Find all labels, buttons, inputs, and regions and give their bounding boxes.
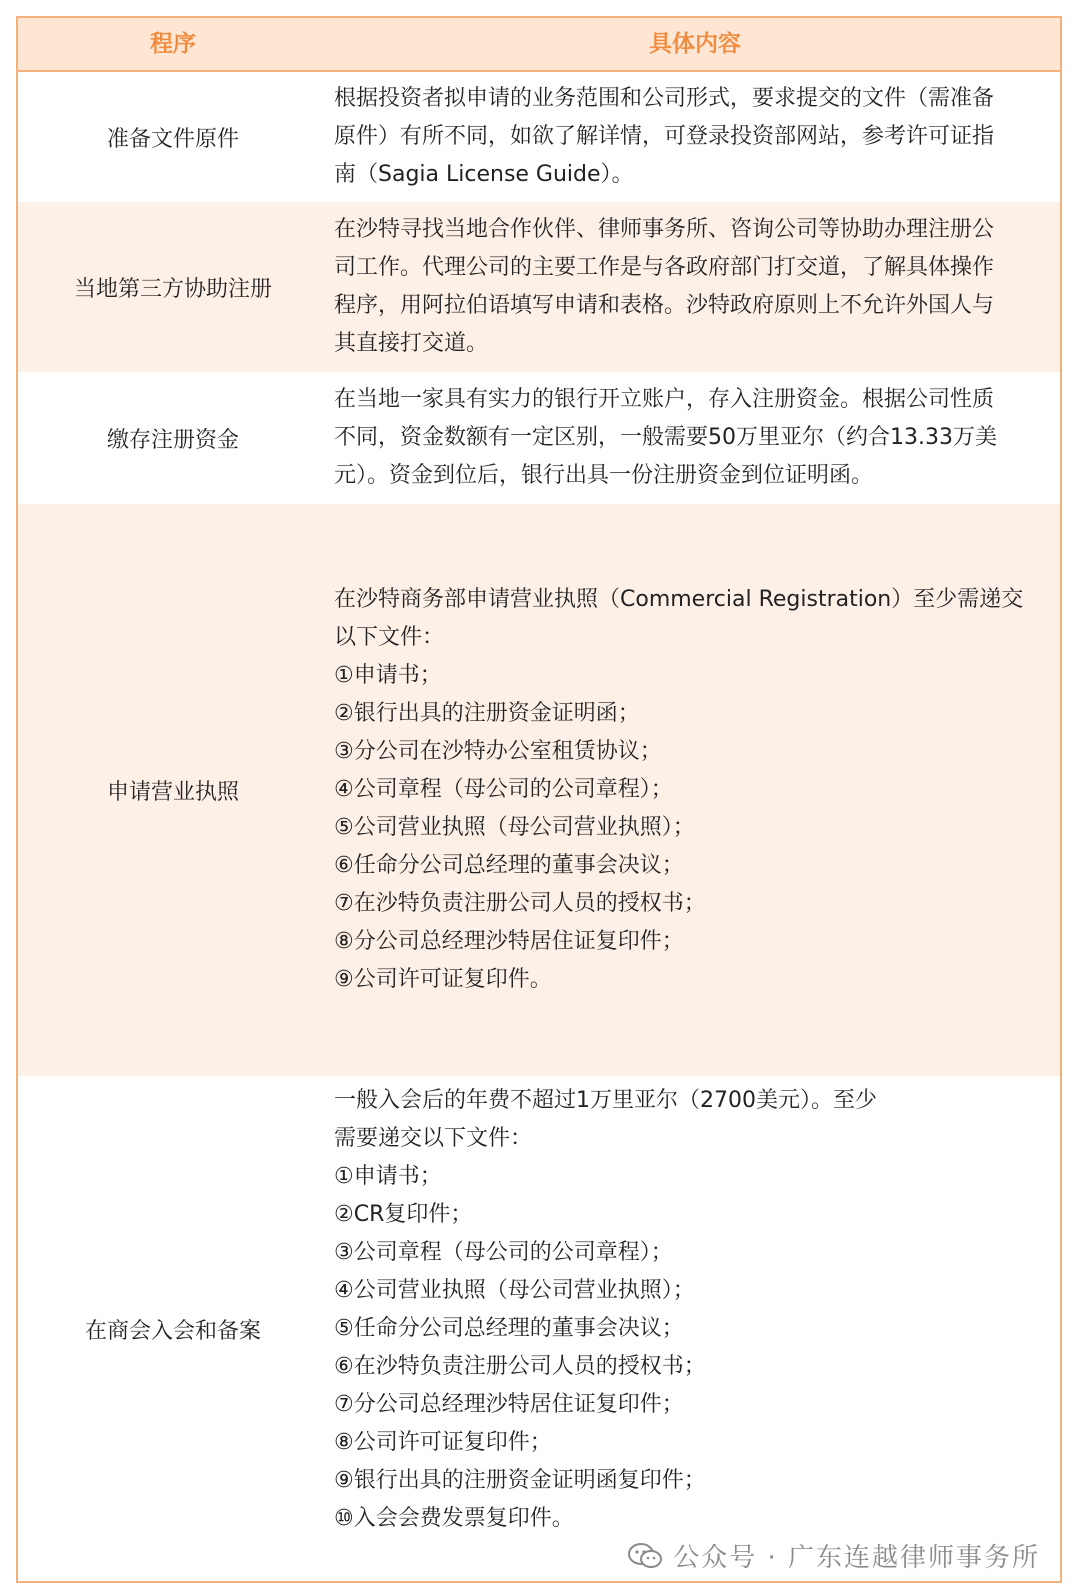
content-line: 以下文件： (334, 625, 445, 650)
content-line: ⑦分公司总经理沙特居住证复印件； (334, 1392, 684, 1417)
content-line: 不同，资金数额有一定区别，一般需要50万里亚尔（约合13.33万美 (334, 425, 997, 450)
content-line: ④公司章程（母公司的公司章程）； (334, 777, 673, 802)
row-content (334, 202, 1052, 372)
row-procedure: 在商会入会和备案 (84, 1319, 261, 1344)
content-line: ⑧分公司总经理沙特居住证复印件； (334, 929, 684, 954)
table-row (18, 1076, 1060, 1583)
content-line: 南（Sagia License Guide）。 (334, 162, 634, 187)
content-line: ①申请书； (334, 663, 442, 688)
row-procedure: 准备文件原件 (106, 126, 239, 152)
header-content: 具体内容 (649, 31, 741, 57)
content-line: ⑦在沙特负责注册公司人员的授权书； (334, 891, 706, 916)
content-line: 一般入会后的年费不超过1万里亚尔（2700美元）。至少 (334, 1088, 877, 1113)
content-line: 在沙特商务部申请营业执照（Commercial Registration）至少需递交 (334, 587, 1024, 612)
content-line: 程序，用阿拉伯语填写申请和表格。沙特政府原则上不允许外国人与 (334, 293, 995, 318)
row-procedure: 申请营业执照 (106, 779, 239, 805)
table-header (18, 18, 1060, 72)
content-line: ⑩入会会费发票复印件。 (334, 1506, 574, 1531)
table-row (18, 72, 1060, 202)
content-line: 在当地一家具有实力的银行开立账户，存入注册资金。根据公司性质 (334, 387, 995, 412)
content-line: ③分公司在沙特办公室租赁协议； (334, 739, 662, 764)
content-line: 元）。资金到位后，银行出具一份注册资金到位证明函。 (334, 463, 874, 488)
table-row (18, 202, 1060, 372)
content-line: ②CR复印件； (334, 1202, 473, 1227)
content-line: ⑥任命分公司总经理的董事会决议； (334, 853, 684, 878)
content-line: ⑥在沙特负责注册公司人员的授权书； (334, 1354, 706, 1379)
content-line: 其直接打交道。 (334, 331, 489, 356)
content-line: ②银行出具的注册资金证明函； (334, 701, 640, 726)
row-content (334, 372, 1052, 504)
row-content (334, 72, 1052, 202)
watermark (627, 1537, 1040, 1574)
content-line: ⑨银行出具的注册资金证明函复印件； (334, 1468, 706, 1493)
row-content (334, 1076, 1052, 1589)
content-line: ③公司章程（母公司的公司章程）； (334, 1240, 673, 1265)
row-procedure: 当地第三方协助注册 (73, 276, 272, 302)
watermark-text: 公众号 · 广东连越律师事务所 (673, 1543, 1040, 1573)
content-line: 在沙特寻找当地合作伙伴、律师事务所、咨询公司等协助办理注册公 (334, 217, 995, 242)
header-procedure: 程序 (150, 31, 196, 57)
content-line: 原件）有所不同，如欲了解详情，可登录投资部网站，参考许可证指 (334, 124, 995, 149)
content-line: ④公司营业执照（母公司营业执照）； (334, 1278, 695, 1303)
content-line: ⑧公司许可证复印件； (334, 1430, 552, 1455)
content-line: ⑨公司许可证复印件。 (334, 967, 552, 992)
wechat-icon (627, 1542, 663, 1570)
content-line: 需要递交以下文件： (334, 1126, 533, 1151)
content-line: 根据投资者拟申请的业务范围和公司形式，要求提交的文件（需准备 (334, 86, 995, 111)
row-content (334, 504, 1052, 1076)
content-line: ⑤公司营业执照（母公司营业执照）； (334, 815, 695, 840)
row-procedure: 缴存注册资金 (106, 427, 239, 453)
procedure-table (16, 16, 1062, 1583)
table-row (18, 372, 1060, 504)
content-line: 司工作。代理公司的主要工作是与各政府部门打交道，了解具体操作 (334, 255, 995, 280)
content-line: ⑤任命分公司总经理的董事会决议； (334, 1316, 684, 1341)
content-line: ①申请书； (334, 1164, 442, 1189)
table-row (18, 504, 1060, 1076)
